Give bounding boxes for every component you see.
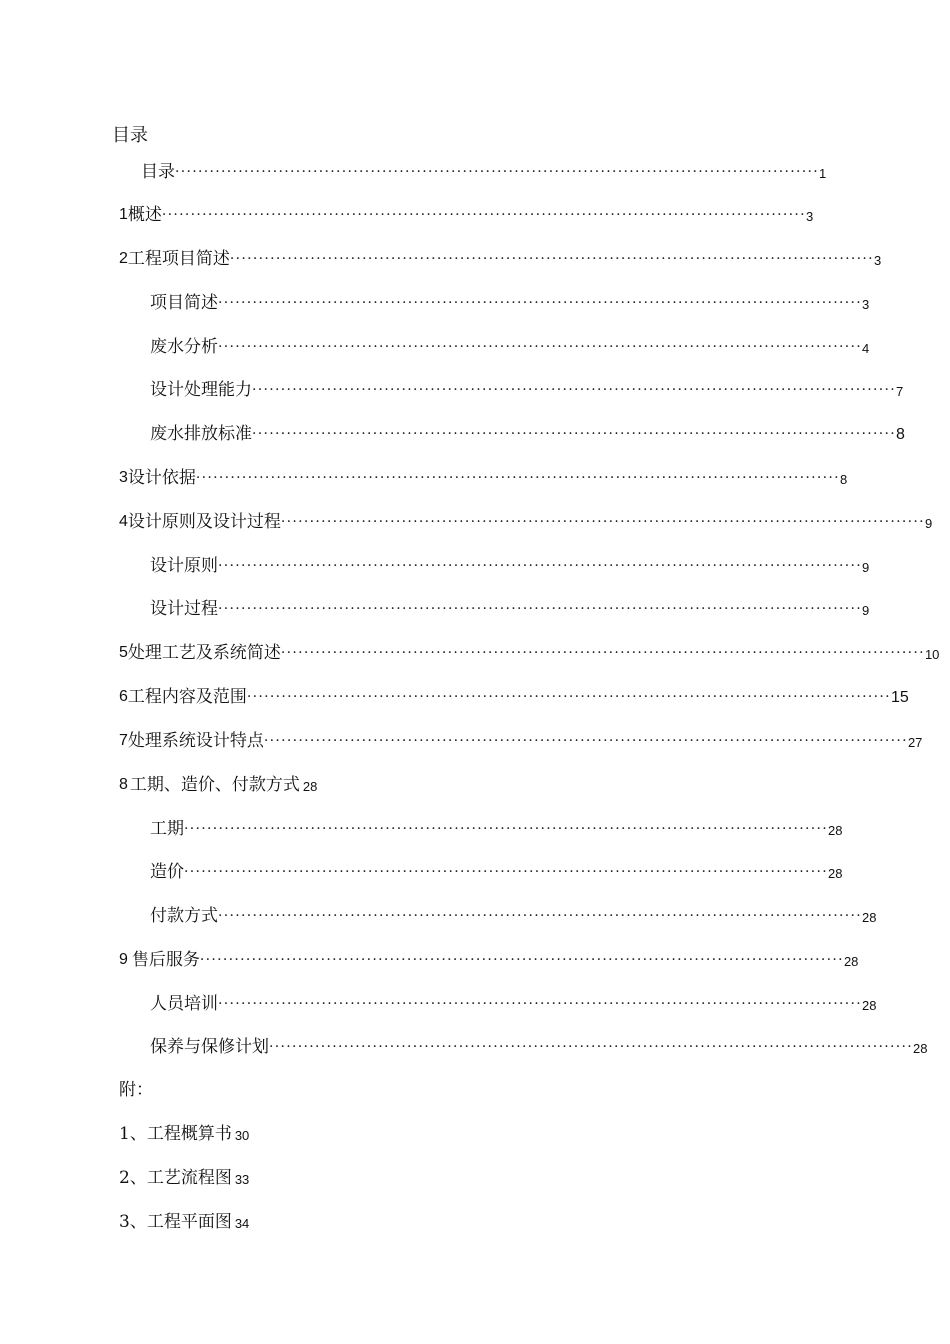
toc-entry-title: 设计处理能力 xyxy=(150,380,252,400)
toc-entry-page: 9 xyxy=(862,560,870,575)
toc-entry-page: 8 xyxy=(839,472,848,487)
appendix-item[interactable] xyxy=(119,1208,249,1234)
toc-leader: ················································································································ xyxy=(218,908,863,924)
toc-entry-page: 7 xyxy=(896,384,904,399)
toc-leader: ················································································································ xyxy=(184,821,829,837)
toc-entry-page: 28 xyxy=(913,1041,928,1056)
toc-entry-title: 设计原则及设计过程 xyxy=(127,512,281,532)
toc-entry-number: 2 xyxy=(119,250,128,267)
toc-entry-title: 工期 xyxy=(150,819,184,839)
toc-entry-page: 28 xyxy=(843,954,859,969)
toc-entry-page: 1 xyxy=(819,166,827,181)
toc-entry-title: 概述 xyxy=(127,205,162,225)
toc-entry[interactable] xyxy=(119,201,814,227)
toc-entry-title: 设计过程 xyxy=(150,599,218,619)
toc-entry-page: 28 xyxy=(828,866,843,881)
appendix-label xyxy=(119,1076,153,1102)
toc-entry-page: 9 xyxy=(862,603,870,618)
toc-entry-title: 设计依据 xyxy=(127,468,196,488)
toc-leader: ················································································································ xyxy=(269,1039,914,1055)
appendix-item-title: 3、工程平面图 xyxy=(119,1212,232,1232)
toc-leader: ················································································································ xyxy=(218,295,863,311)
toc-entry-page: 10 xyxy=(924,647,940,662)
toc-entry-page: 8 xyxy=(896,426,905,443)
toc-entry[interactable] xyxy=(119,727,923,753)
toc-entry-page: 3 xyxy=(805,209,814,224)
toc-entry[interactable] xyxy=(119,639,940,665)
toc-entry-title: 付款方式 xyxy=(150,906,218,926)
toc-entry[interactable] xyxy=(150,858,843,884)
toc-entry[interactable] xyxy=(150,420,905,446)
toc-leader: ················································································································ xyxy=(229,251,874,267)
toc-entry[interactable] xyxy=(119,771,317,797)
toc-entry-page: 28 xyxy=(302,779,318,794)
toc-leader: ················································································································ xyxy=(161,207,806,223)
toc-entry-title: 目录 xyxy=(141,162,175,182)
toc-leader: ················································································································ xyxy=(252,426,897,442)
appendix-item-title: 2、工艺流程图 xyxy=(119,1168,232,1188)
toc-heading: 目录 xyxy=(112,125,148,146)
toc-leader: ················································································································ xyxy=(175,164,820,180)
toc-entry-page: 27 xyxy=(907,735,923,750)
toc-entry-page: 4 xyxy=(862,341,870,356)
toc-entry-page: 28 xyxy=(862,998,877,1013)
toc-entry[interactable] xyxy=(119,946,859,972)
toc-leader: ················································································································ xyxy=(263,733,908,749)
toc-entry-title: 工程项目简述 xyxy=(127,249,230,269)
toc-entry[interactable] xyxy=(141,158,827,184)
toc-entry-number: 3 xyxy=(119,469,128,486)
toc-entry-title: 工期、造价、付款方式 xyxy=(129,775,300,795)
toc-entry[interactable] xyxy=(150,552,870,578)
toc-entry-title: 处理系统设计特点 xyxy=(127,731,264,751)
toc-entry-page: 15 xyxy=(890,689,909,706)
toc-entry-title: 项目简述 xyxy=(150,293,218,313)
appendix-item-page: 30 xyxy=(234,1128,250,1143)
toc-entry[interactable] xyxy=(150,376,904,402)
toc-entry[interactable] xyxy=(119,683,909,709)
toc-entry-page: 3 xyxy=(873,253,882,268)
toc-entry[interactable] xyxy=(150,902,877,928)
toc-entry-number: 5 xyxy=(119,644,128,661)
toc-entry[interactable] xyxy=(150,595,870,621)
toc-entry-number: 9 xyxy=(119,951,128,968)
toc-leader: ················································································································ xyxy=(246,689,891,705)
appendix-item-page: 33 xyxy=(234,1172,250,1187)
toc-entry-title: 造价 xyxy=(150,862,184,882)
toc-entry[interactable] xyxy=(119,245,882,271)
toc-entry[interactable] xyxy=(119,464,848,490)
toc-entry-title: 售后服务 xyxy=(131,950,200,970)
toc-entry[interactable] xyxy=(150,1033,928,1059)
toc-entry-number: 4 xyxy=(119,513,128,530)
toc-entry-page: 28 xyxy=(828,823,843,838)
toc-entry-page: 9 xyxy=(924,516,933,531)
toc-leader: ················································································································ xyxy=(252,382,897,398)
toc-leader: ················································································································ xyxy=(195,470,840,486)
toc-leader: ················································································································ xyxy=(199,952,844,968)
toc-entry-title: 处理工艺及系统简述 xyxy=(127,643,281,663)
toc-leader: ················································································································ xyxy=(218,996,863,1012)
appendix-item-page: 34 xyxy=(234,1216,250,1231)
toc-leader: ················································································································ xyxy=(280,514,925,530)
toc-leader: ················································································································ xyxy=(218,601,863,617)
toc-entry[interactable] xyxy=(150,333,870,359)
toc-entry-title: 保养与保修计划 xyxy=(150,1037,269,1057)
appendix-item[interactable] xyxy=(119,1120,249,1146)
toc-leader: ················································································································ xyxy=(218,339,863,355)
toc-entry-title: 人员培训 xyxy=(150,994,218,1014)
appendix-label-text: 附： xyxy=(119,1080,153,1100)
toc-leader: ················································································································ xyxy=(184,864,829,880)
toc-entry[interactable] xyxy=(150,990,877,1016)
toc-entry-title: 工程内容及范围 xyxy=(127,687,247,707)
toc-entry[interactable] xyxy=(150,289,870,315)
toc-entry[interactable] xyxy=(150,815,843,841)
toc-entry-number: 1 xyxy=(119,206,128,223)
toc-leader: ················································································································ xyxy=(218,558,863,574)
appendix-item-title: 1、工程概算书 xyxy=(119,1124,232,1144)
toc-entry-title: 设计原则 xyxy=(150,556,218,576)
toc-entry-number: 8 xyxy=(119,776,128,793)
toc-entry[interactable] xyxy=(119,508,933,534)
appendix-item[interactable] xyxy=(119,1164,249,1190)
toc-entry-title: 废水排放标准 xyxy=(150,424,252,444)
toc-entry-number: 7 xyxy=(119,732,128,749)
toc-entry-page: 3 xyxy=(862,297,870,312)
toc-leader: ················································································································ xyxy=(280,645,925,661)
toc-entry-number: 6 xyxy=(119,688,128,705)
toc-entry-title: 废水分析 xyxy=(150,337,218,357)
toc-entry-page: 28 xyxy=(862,910,877,925)
